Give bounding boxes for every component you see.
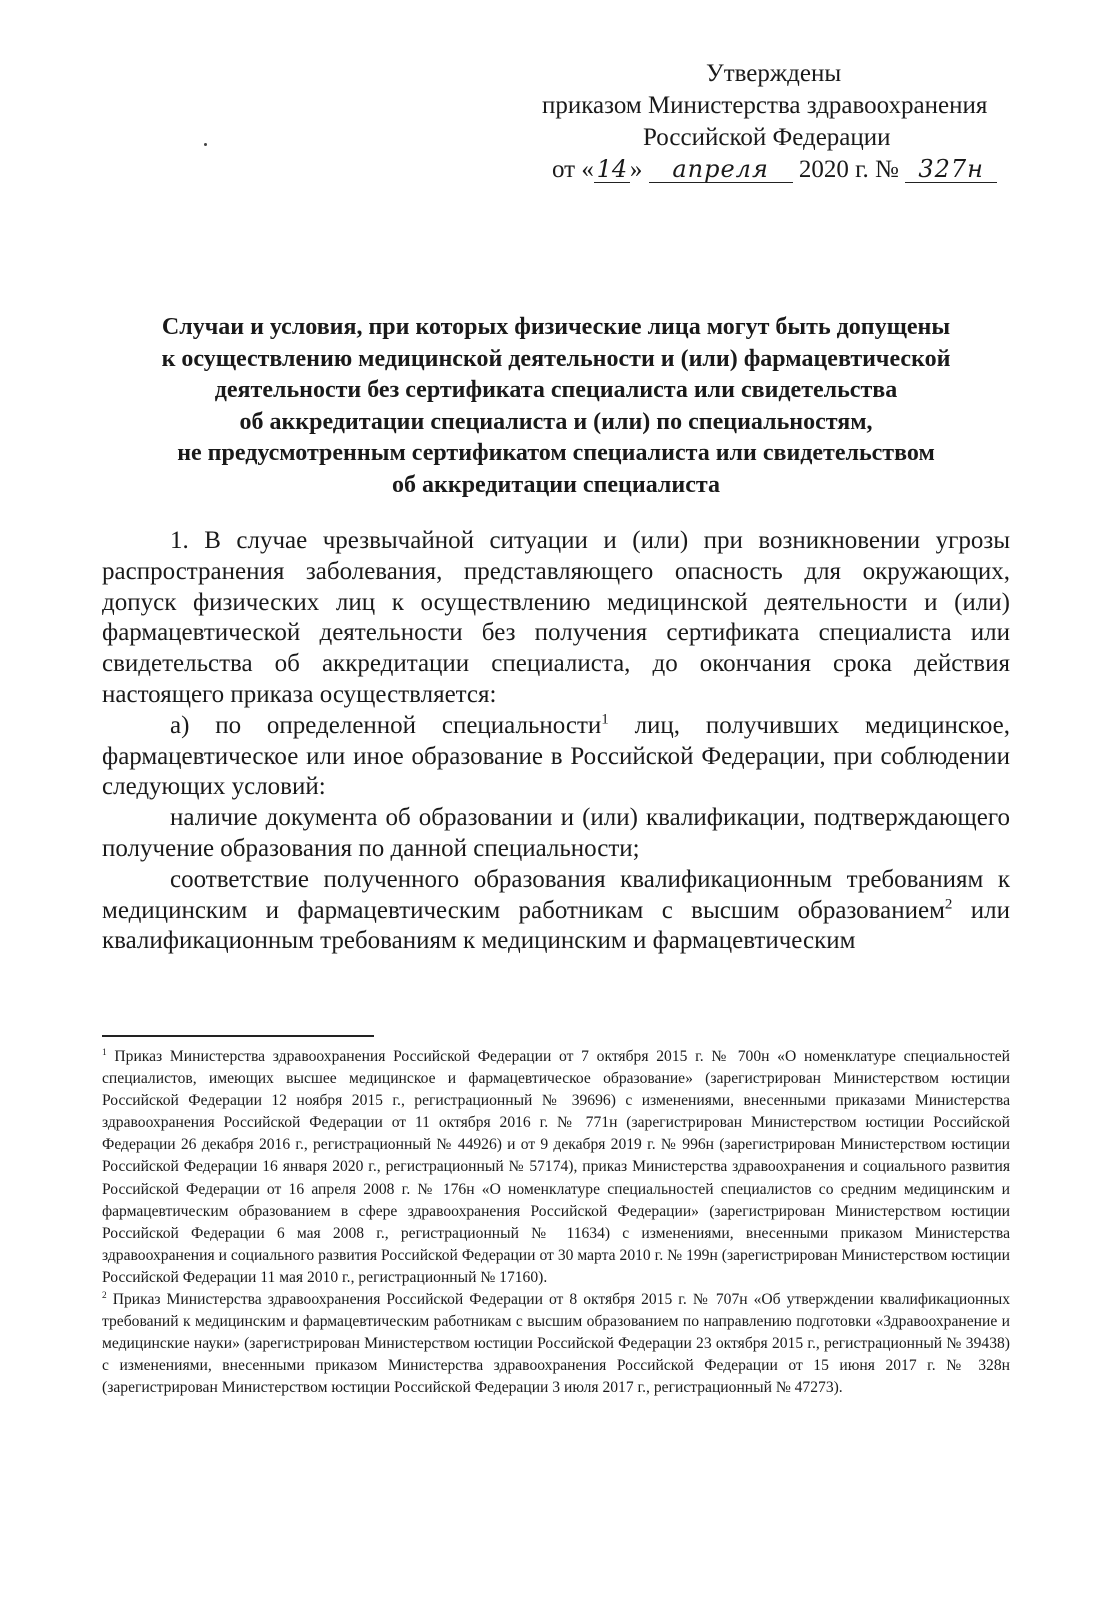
footnote-2-text: Приказ Министерства здравоохранения Российской Федерации от 8 октября 2015 г. № 707н «Об утверждении квалификационных требований к медицинским и фармацевтическим работникам с высшим образованием по направлению подготовки «Здравоохранение и медицинские науки» (зарегистрирован Министерством юстиции Российской Федерации 23 октября 2015 г., регистрационный № 39438) с изменениями, внесенными приказом Министерства здравоохранения Российской Федерации от 15 июня 2017 г. № 328н (зарегистрирован Министерством юстиции Российской Федерации 3 июля 2017 г., регистрационный № 47273). [102, 1291, 1010, 1397]
title-line: к осуществлению медицинской деятельности и (или) фармацевтической [161, 345, 951, 372]
footnote-2-mark: 2 [102, 1290, 107, 1301]
approval-block [520, 58, 1060, 186]
handwritten-month: апреля [649, 156, 793, 183]
date-prefix: от « [552, 156, 594, 183]
paragraph-2-start: а) по определенной специальности [170, 711, 602, 739]
footnote-ref-1: 1 [601, 711, 609, 728]
title-line: не предусмотренным сертификатом специалиста или свидетельством [177, 440, 935, 466]
title-line: об аккредитации специалиста [392, 471, 720, 498]
year-label: 2020 г. № [798, 156, 899, 183]
footnote-ref-2: 2 [944, 896, 953, 913]
footnote-1 [102, 1046, 1010, 1289]
paragraph-2-end: лиц, получивших медицинское, фармацевтическое или иное образование в Российской Федерации, при соблюдении следующих условий: [102, 711, 1010, 801]
footnotes [102, 1046, 1010, 1400]
title-line: Случаи и условия, при которых физические лица могут быть допущены [161, 314, 951, 340]
approval-line-order: приказом Министерства здравоохранения [542, 92, 988, 119]
approval-line-federation: Российской Федерации [643, 124, 891, 151]
approval-line-date [520, 154, 1060, 186]
paragraph-2 [102, 711, 1010, 803]
footnote-1-text: Приказ Министерства здравоохранения Российской Федерации от 7 октября 2015 г. № 700н «О номенклатуре специальностей специалистов, имеющих высшее медицинское и фармацевтическое образование» (зарегистрирован Министерством юстиции Российской Федерации 12 ноября 2015 г., регистрационный № 39696) с изменениями, внесенными приказами Министерства здравоохранения Российской Федерации от 11 октября 2016 г. № 771н (зарегистрирован Министерством юстиции Российской Федерации 26 декабря 2016 г., регистрационный № 44926) и от 9 декабря 2019 г. № 996н (зарегистрирован Министерством юстиции Российской Федерации 16 января 2020 г., регистрационный № 57174), приказ Министерства здравоохранения и социального развития Российской Федерации от 16 апреля 2008 г. № 176н «О номенклатуре специальностей специалистов со средним медицинским и фармацевтическим образованием в сфере здравоохранения Российской Федерации» (зарегистрирован Министерством юстиции Российской Федерации 6 мая 2008 г., регистрационный № 11634) с изменениями, внесенными приказом Министерства здравоохранения и социального развития Российской Федерации от 30 марта 2010 г. № 199н (зарегистрирован Министерством юстиции Российской Федерации 11 мая 2010 г., регистрационный № 17160). [102, 1048, 1010, 1286]
paragraph-3: наличие документа об образовании и (или) квалификации, подтверждающего получение образования по данной специальности; [102, 804, 1010, 862]
scan-speck [204, 143, 207, 146]
title-line: деятельности без сертификата специалиста или свидетельства [214, 377, 898, 403]
paragraph-4-start: соответствие полученного образования квалификационным требованиям к медицинским и фармацевтическим работникам с высшим образованием [102, 865, 1010, 924]
approval-line-approved: Утверждены [706, 60, 842, 87]
date-quote: » [629, 156, 643, 183]
footnote-2 [102, 1289, 1010, 1399]
footnote-separator [102, 1035, 374, 1037]
paragraph-4 [102, 865, 1010, 957]
document-body [102, 526, 1010, 957]
title-line: об аккредитации специалиста и (или) по специальностям, [239, 408, 873, 435]
footnote-1-mark: 1 [102, 1047, 107, 1058]
paragraph-4-end: или квалификационным требованиям к медицинским и фармацевтическим [102, 896, 1010, 955]
document-title [100, 312, 1012, 501]
handwritten-day: 14 [594, 156, 630, 183]
handwritten-order-number: 327н [905, 156, 997, 183]
paragraph-1: 1. В случае чрезвычайной ситуации и (или) при возникновении угрозы распространения заболевания, представляющего опасность для окружающих, допуск физических лиц к осуществлению медицинской деятельности и (или) фармацевтической деятельности без получения сертификата специалиста или свидетельства об аккредитации специалиста, до окончания срока действия настоящего приказа осуществляется: [102, 527, 1010, 708]
